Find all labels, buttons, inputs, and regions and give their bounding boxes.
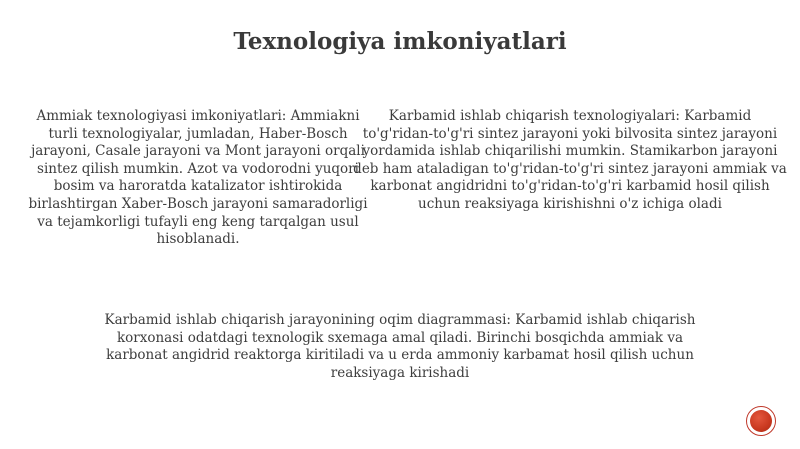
left-text-block: Ammiak texnologiyasi imkoniyatlari: Ammiakni turli texnologiyalar, jumladan, Haber-Bosch jarayoni, Casale jarayoni va Mont jarayoni orqali sintez qilish mumkin. Azot va vodorodni yuqori bosim va haroratda katalizator ishtirokida birlashtirgan Xaber-Bosch jarayoni samaradorligi va tejamkorligi tufayli eng keng tarqalgan usul hisoblanadi. (28, 108, 368, 248)
bottom-text-block: Karbamid ishlab chiqarish jarayonining oqim diagrammasi: Karbamid ishlab chiqarish korxonasi odatdagi texnologik sxemaga amal qiladi. Birinchi bosqichda ammiak va karbonat angidrid reaktorga kiritiladi va u erda ammoniy karbamat hosil qilish uchun reaksiyaga kirishadi (104, 312, 696, 381)
right-text-block: Karbamid ishlab chiqarish texnologiyalari: Karbamid to'g'ridan-to'g'ri sintez jarayoni yoki bilvosita sintez jarayoni yordamida ishlab chiqarilishi mumkin. Stamikarbon jarayoni deb ham ataladigan to'g'ridan-to'g'ri sintez jarayoni ammiak va karbonat angidridni to'g'ridan-to'g'ri karbamid hosil qilish uchun reaksiyaga kirishishni o'z ichiga oladi (353, 108, 787, 212)
slide-title: Texnologiya imkoniyatlari (233, 28, 567, 55)
circle-button-icon[interactable] (746, 406, 776, 436)
circle-button-fill (750, 410, 772, 432)
